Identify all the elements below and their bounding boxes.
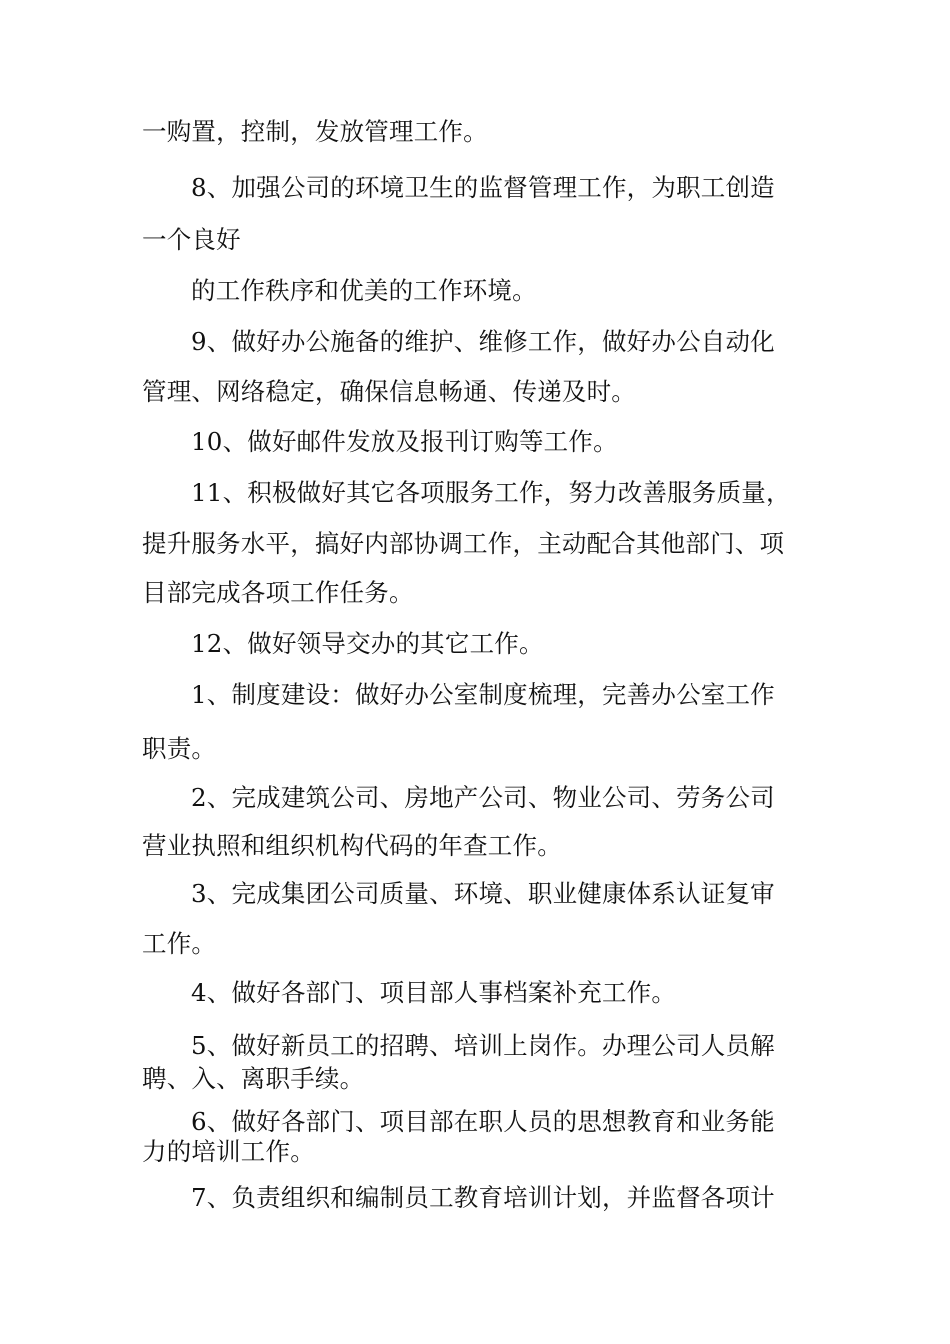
text-line: 6、做好各部门、项目部在职人员的思想教育和业务能 xyxy=(191,1107,775,1136)
text-line: 一购置，控制，发放管理工作。 xyxy=(142,117,488,146)
text-line: 11、积极做好其它各项服务工作，努力改善服务质量， xyxy=(191,478,791,507)
text-line: 职责。 xyxy=(142,734,217,763)
text-line: 的工作秩序和优美的工作环境。 xyxy=(191,276,537,305)
text-line: 10、做好邮件发放及报刊订购等工作。 xyxy=(191,427,618,456)
text-line: 目部完成各项工作任务。 xyxy=(142,578,414,607)
text-line: 管理、网络稳定，确保信息畅通、传递及时。 xyxy=(142,377,636,406)
text-line: 营业执照和组织机构代码的年查工作。 xyxy=(142,831,562,860)
text-line: 9、做好办公施备的维护、维修工作，做好办公自动化 xyxy=(191,327,775,356)
text-line: 工作。 xyxy=(142,929,217,958)
text-line: 2、完成建筑公司、房地产公司、物业公司、劳务公司 xyxy=(191,783,775,812)
text-line: 提升服务水平，搞好内部协调工作，主动配合其他部门、项 xyxy=(142,529,785,558)
text-line: 8、加强公司的环境卫生的监督管理工作，为职工创造 xyxy=(191,173,775,202)
text-line: 4、做好各部门、项目部人事档案补充工作。 xyxy=(191,978,677,1007)
text-line: 1、制度建设：做好办公室制度梳理，完善办公室工作 xyxy=(191,680,775,709)
text-line: 聘、入、离职手续。 xyxy=(142,1064,365,1093)
text-line: 3、完成集团公司质量、环境、职业健康体系认证复审 xyxy=(191,879,775,908)
text-line: 一个良好 xyxy=(142,225,241,254)
text-line: 力的培训工作。 xyxy=(142,1137,315,1166)
text-line: 7、负责组织和编制员工教育培训计划，并监督各项计 xyxy=(191,1183,775,1212)
text-line: 5、做好新员工的招聘、培训上岗作。办理公司人员解 xyxy=(191,1031,775,1060)
text-line: 12、做好领导交办的其它工作。 xyxy=(191,629,544,658)
